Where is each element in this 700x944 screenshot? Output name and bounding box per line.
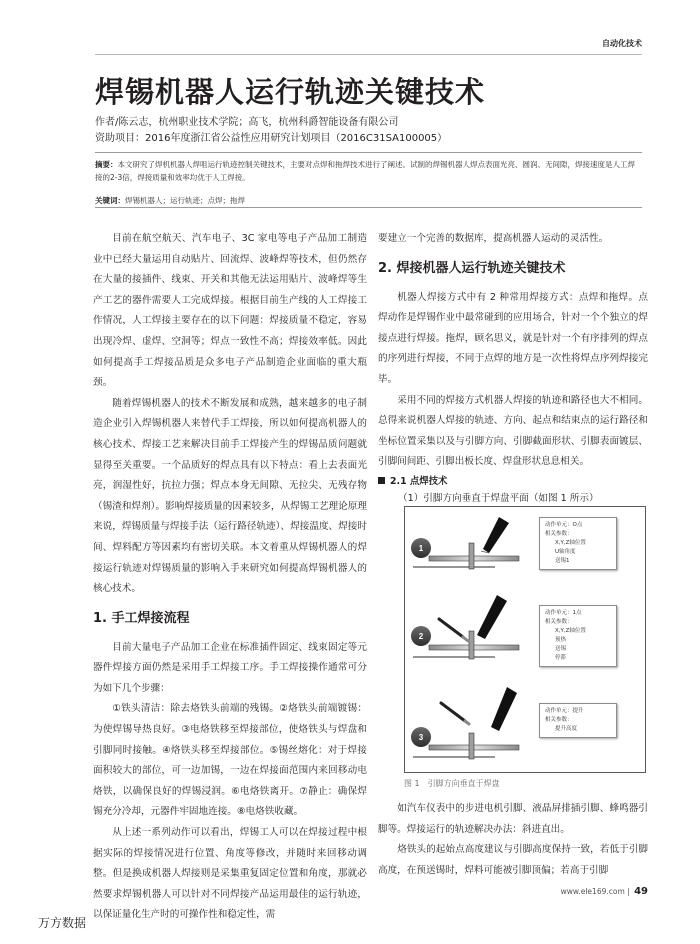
left-column [93, 229, 367, 926]
step-2-param: 送锡 [555, 646, 567, 652]
step-1-title: 动作单元：O点 [545, 522, 583, 528]
paragraph: 采用不同的焊接方式机器人焊接的轨迹和路径也大不相同。总得来说机器人焊接的轨迹、方向、起点和结束点的运行路径和坐标位置采集以及与引脚方向、引脚截面形状、引脚表面镀层、引脚间间距、引脚出板长度、焊盘形状息息相关。 [378, 394, 648, 468]
footer-url[interactable]: www.ele169.com [560, 887, 625, 896]
step-1-param: U轴角度 [555, 549, 576, 555]
step-2-param: X,Y,Z轴位置 [555, 628, 586, 634]
component-lead [469, 733, 474, 759]
solder-wire [441, 703, 465, 721]
step-3-infobox [539, 703, 617, 738]
figure-1 [404, 506, 646, 773]
abstract-text: 本文研究了焊机机器人焊咀运行轨迹控制关键技术，主要对点焊和拖焊技术进行了阐述。试制的焊锡机器人焊点表面光亮、圆润、无间隙，焊接速度是人工焊接的2-3倍，焊接质量和效率均优于人工焊接。 [95, 160, 635, 182]
keywords-label: 关键词： [95, 196, 125, 205]
step-1-param-label: 相关参数： [545, 531, 573, 537]
component-lead [469, 631, 474, 659]
watermark: 万方数据 [38, 916, 87, 930]
soldering-iron-icon [483, 517, 509, 553]
step-2-param: 停滞 [555, 655, 567, 661]
step-1-number: 1 [418, 544, 424, 553]
paragraph: 目前大量电子产品加工企业在标准插件固定、线束固定等元器件焊接方面仍然是采用手工焊接工序。手工焊接操作通常可分为如下几个步骤： [93, 641, 367, 694]
step-2-infobox [539, 605, 617, 667]
step-3-title: 动作单元：提升 [545, 708, 584, 714]
subsection-heading [378, 474, 648, 490]
paragraph: 随着焊锡机器人的技术不断发展和成熟，越来越多的电子制造企业引入焊锡机器人来替代手工焊接，所以如何提高机器人的核心技术、焊接工艺来解决目前手工焊接产生的焊锡品质问题就显得至关重要。一个品质好的焊点具有以下特点：看上去表面光亮，润湿性好，抗拉力强；焊点本身无间隙、无拉尖、无残存物（锡渣和焊剂）。影响焊接质量的因素较多，从焊锡工艺理论原理来说，焊锡质量与焊接手法（运行路径轨迹）、焊接温度、焊接时间、焊料配方等因素均有密切关联。本文着重从焊锡机器人的焊接运行轨迹对焊锡质量的影响入手来研究如何提高焊锡机器人的核心技术。 [93, 397, 367, 595]
abstract-label: 摘要： [95, 160, 118, 169]
paragraph: 从上述一系列动作可以看出，焊锡工人可以在焊接过程中根据实际的焊接情况进行位置、角度等修改，并随时来回移动调整。但是换成机器人焊接则是采集重复固定位置和角度，那就必然要求焊锡机器人可以针对不同焊接产品运用最佳的运行轨迹，以保证量化生产时的可操作性和稳定性，需 [93, 827, 367, 921]
step-2-diagram [411, 595, 519, 659]
paragraph: 机器人焊接方式中有 2 种常用焊接方式：点焊和拖焊。点焊动作是焊锡作业中最常碰到的应用场合，针对一个个独立的焊接点进行焊接。拖焊，顾名思义，就是针对一个有序排列的焊点的序列进行焊接，不同于点焊的地方是一次性将焊点序列焊接完毕。 [378, 291, 648, 385]
step-1-param: 送锡1 [555, 558, 570, 564]
list-item: （1）引脚方向垂直于焊盘平面（如图 1 所示） [398, 492, 599, 504]
right-column-top [378, 229, 648, 508]
soldering-iron-icon [491, 687, 517, 731]
paragraph: 要建立一个完善的数据库，提高机器人运动的灵活性。 [378, 233, 609, 244]
page-number: 49 [634, 886, 648, 897]
square-bullet-icon [378, 477, 385, 484]
solder-wire [439, 619, 463, 637]
paragraph: 目前在航空航天、汽车电子、3C 家电等电子产品加工制造业中已经大量运用自动贴片、回流焊、波峰焊等技术，但仍然存在大量的接插件、线束、开关和其他无法运用贴片、波峰焊等生产工艺的器件需要人工完成焊接。根据目前生产线的人工焊接工作情况，人工焊接主要存在的以下问题：焊接质量不稳定，容易出现冷焊、虚焊、空洞等；焊点一致性不高；焊接效率低。因此如何提高手工焊接品质是众多电子产品制造企业面临的重大瓶颈。 [93, 233, 367, 389]
step-1-param: X,Y,Z轴位置 [555, 540, 586, 546]
soldering-iron-icon [477, 595, 507, 639]
paragraph: 烙铁头的起始点高度建议与引脚高度保持一致，若低于引脚高度，在预送锡时，焊料可能被引脚顶偏；若高于引脚 [378, 844, 648, 876]
figure-caption: 图 1 引脚方向垂直于焊盘 [404, 779, 500, 788]
header-rule [95, 54, 642, 55]
step-2-number: 2 [418, 632, 424, 641]
right-column-bottom [378, 799, 648, 881]
paragraph: ①铁头清洁：除去烙铁头前端的残锡。②烙铁头前端镀锡：为使焊锡导热良好。③电烙铁移至焊接部位，使烙铁头与焊盘和引脚同时接触。④烙铁头移至焊接部位。⑤锡丝熔化：对于焊接面积较大的部位，可一边加锡，一边在焊接面范围内来回移动电烙铁，以确保良好的焊锡浸润。⑥电烙铁离开。⑦静止：确保焊锡充分冷却，元器件牢固地连接。⑧电烙铁收藏。 [93, 703, 367, 818]
article-title: 焊锡机器人运行轨迹关键技术 [95, 75, 486, 109]
step-1-diagram [411, 517, 519, 569]
keywords [95, 195, 245, 206]
step-1-infobox [539, 517, 617, 570]
component-lead [469, 543, 474, 569]
section-heading-2: 2. 焊接机器人运行轨迹关键技术 [378, 260, 566, 276]
step-2-param-label: 相关参数： [545, 619, 573, 625]
step-3-param-label: 相关参数： [545, 717, 573, 723]
step-3-number: 3 [418, 733, 424, 742]
abstract-top-rule [95, 152, 642, 153]
paragraph: 如汽车仪表中的步进电机引脚、液晶屏排插引脚、蜂鸣器引脚等。焊接运行的轨迹解决办法：斜进直出。 [378, 803, 648, 835]
subsection-title: 2.1 点焊技术 [390, 475, 448, 487]
step-3-param: 提升高度 [555, 726, 578, 732]
section-heading-1: 1. 手工焊接流程 [93, 610, 190, 626]
funding-line: 资助项目：2016年度浙江省公益性应用研究计划项目（2016C31SA100005） [95, 133, 448, 144]
authors-line: 作者/陈云志，杭州职业技术学院；高飞，杭州科爵智能设备有限公司 [95, 117, 399, 128]
section-tag: 自动化技术 [602, 39, 642, 48]
abstract-bottom-rule [95, 207, 642, 208]
step-2-title: 动作单元：1点 [545, 610, 582, 616]
footer: www.ele169.com | 49 [560, 886, 648, 897]
keywords-text: 焊锡机器人；运行轨迹；点焊；拖焊 [125, 196, 245, 205]
step-2-param: 预热 [555, 637, 567, 643]
abstract [95, 158, 642, 184]
step-3-diagram [411, 687, 519, 759]
